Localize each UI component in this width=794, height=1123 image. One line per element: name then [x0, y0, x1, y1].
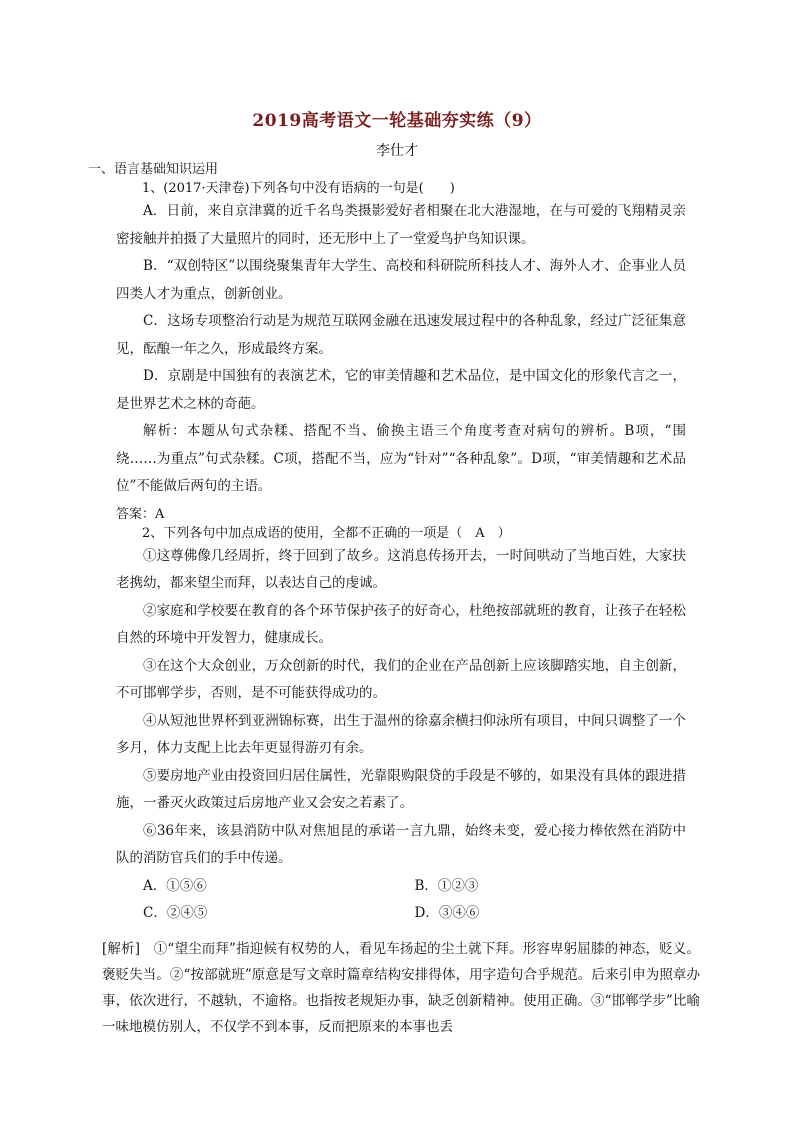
question-2-options-row-1	[143, 873, 686, 901]
question-2-sentence-1: ①这尊佛像几经周折，终于回到了故乡。这消息传扬开去，一时间哄动了当地百姓，大家扶老携幼，都来望尘而拜，以表达自己的虔诚。	[116, 547, 686, 591]
question-2-option-c: C．②④⑤	[143, 905, 208, 921]
question-2-stem: 2、下列各句中加点成语的使用，全都不正确的一项是（ A ）	[142, 525, 511, 541]
section-heading: 一、语言基础知识运用	[88, 162, 219, 177]
question-1-option-b: B．“双创特区”以围绕聚集青年大学生、高校和科研院所科技人才、海外人才、企事业人员四类人才为重点，创新创业。	[116, 258, 686, 302]
question-1-option-c: C．这场专项整治行动是为规范互联网金融在迅速发展过程中的各种乱象，经过广泛征集意见，酝酿一年之久，形成最终方案。	[116, 313, 687, 357]
question-2-sentence-4: ④从短池世界杯到亚洲锦标赛，出生于温州的徐嘉余横扫仰泳所有项目，中间只调整了一个多月，体力支配上比去年更显得游刃有余。	[116, 712, 686, 756]
question-2-sentence-6: ⑥36年来，该县消防中队对焦旭昆的承诺一言九鼎，始终未变，爱心接力棒依然在消防中队的消防官兵们的手中传递。	[116, 822, 686, 866]
question-2-option-b: B．①②③	[414, 877, 479, 894]
question-2-analysis: [解析] ①“望尘而拜”指迎候有权势的人，看见车扬起的尘土就下拜。形容卑躬屈膝的神态，贬义。褒贬失当。②“按部就班”原意是写文章时篇章结构安排得体，用字造句合乎规范。后来引申为照章办事，依次进行，不越轨，不逾格。也指按老规矩办事，缺乏创新精神。使用正确。③“邯郸学步”比喻一味地模仿别人，不仅学不到本事，反而把原来的本事也丢	[102, 940, 700, 1035]
question-2-sentence-5: ⑤要房地产业由投资回归居住属性，光靠限购限贷的手段是不够的，如果没有具体的跟进措施，一番灭火政策过后房地产业又会安之若素了。	[116, 767, 686, 811]
question-1-answer: 答案：A	[116, 506, 165, 522]
document-author: 李仕才	[376, 143, 418, 159]
question-2-options-row-2	[143, 900, 686, 928]
question-2-option-d: D．③④⑥	[414, 905, 480, 921]
question-2-option-a: A．①⑤⑥	[143, 877, 207, 894]
question-1-analysis: 解析：本题从句式杂糅、搭配不当、偷换主语三个角度考查对病句的辨析。B项，“围绕……为重点”句式杂糅。C项，搭配不当，应为“针对”“各种乱象”。D项，“审美情趣和艺术品位”不能做后两句的主语。	[116, 423, 686, 494]
document-title: 2019高考语文一轮基础夯实练（9）	[252, 111, 542, 131]
question-2-sentence-2: ②家庭和学校要在教育的各个环节保护孩子的好奇心，杜绝按部就班的教育，让孩子在轻松自然的环境中开发智力，健康成长。	[116, 602, 686, 646]
document-body	[88, 160, 700, 1040]
question-1-option-d: D．京剧是中国独有的表演艺术，它的审美情趣和艺术品位，是中国文化的形象代言之一，是世界艺术之林的奇葩。	[116, 368, 686, 412]
question-2-sentence-3: ③在这个大众创业，万众创新的时代，我们的企业在产品创新上应该脚踏实地，自主创新，不可邯郸学步，否则，是不可能获得成功的。	[116, 657, 686, 701]
question-1-stem: 1、(2017·天津卷)下列各句中没有语病的一句是( )	[142, 181, 455, 196]
question-1-option-a: A．日前，来自京津冀的近千名鸟类摄影爱好者相聚在北大港湿地，在与可爱的飞翔精灵亲密接触并拍摄了大量照片的同时，还无形中上了一堂爱鸟护鸟知识课。	[116, 203, 686, 247]
